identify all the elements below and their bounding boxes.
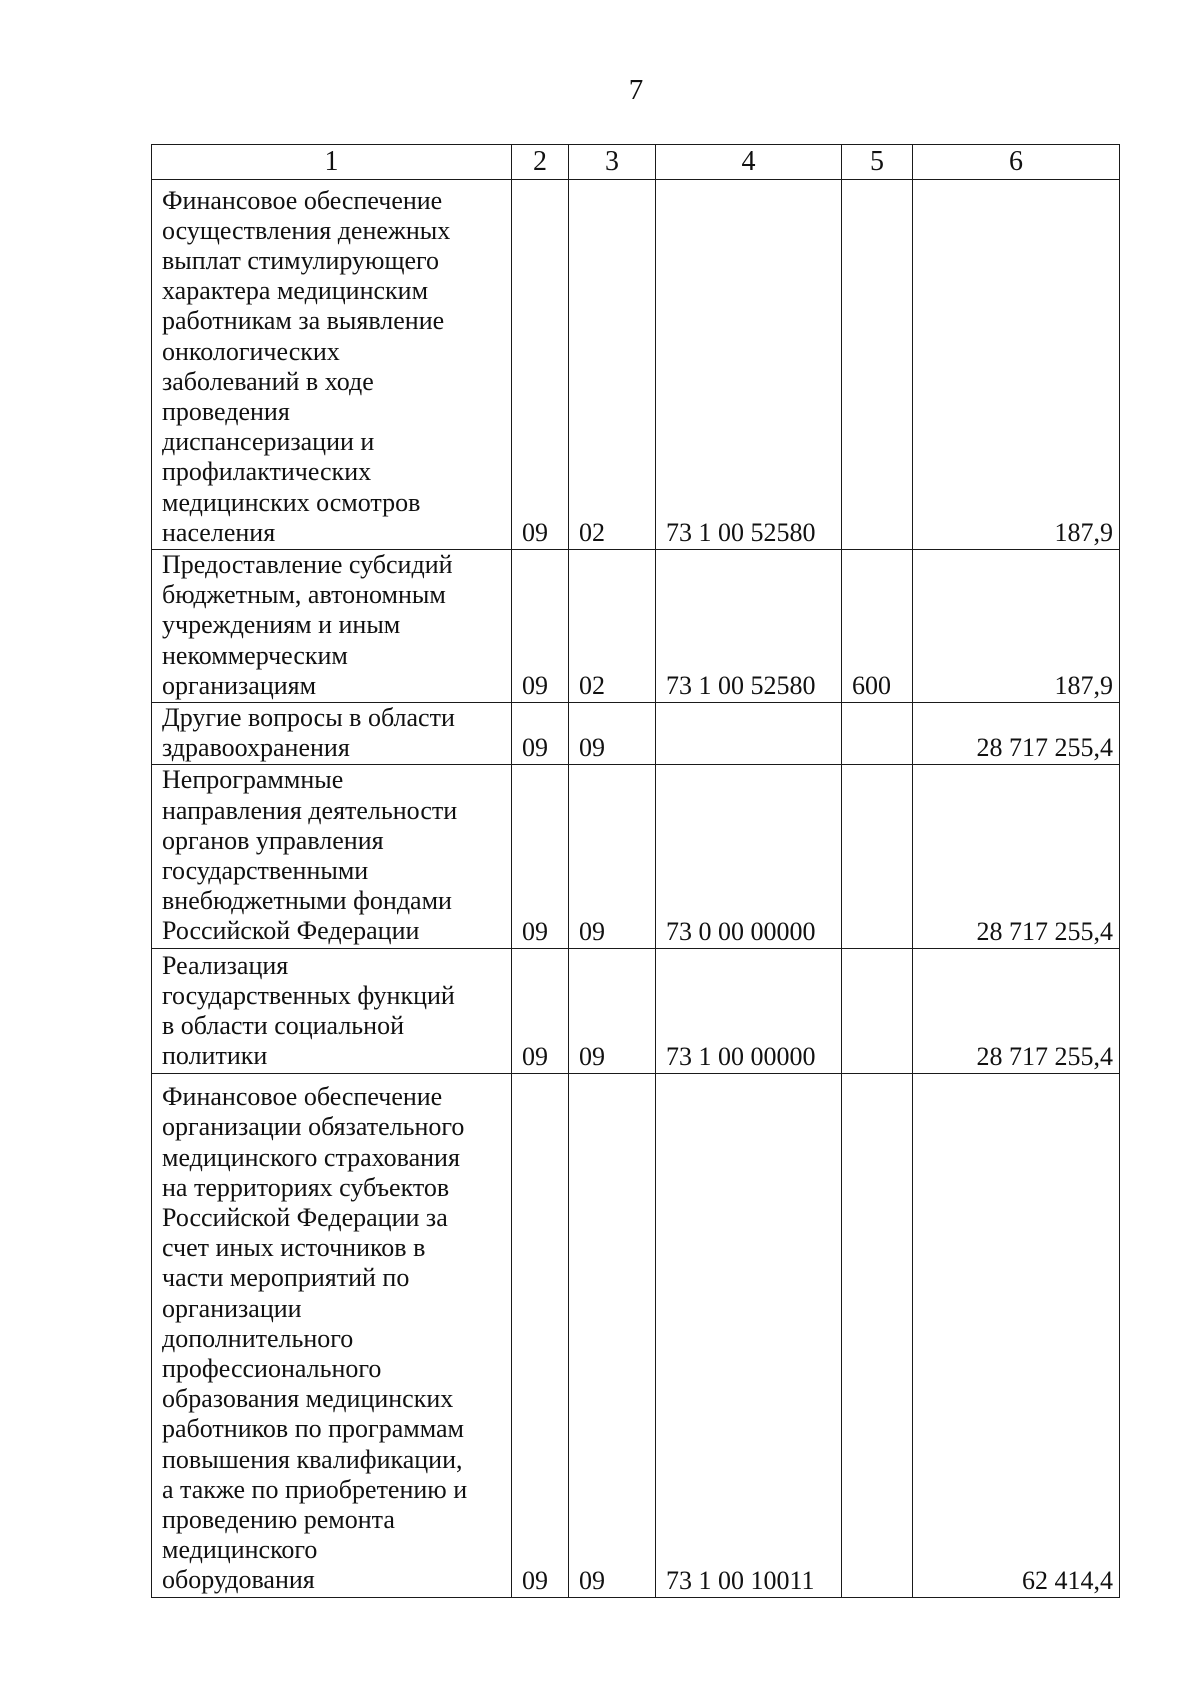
- table-row: [152, 765, 1120, 948]
- row-expense-type-code: 600: [842, 550, 913, 703]
- row-expense-type-code: [842, 703, 913, 765]
- row-section-code: 09: [512, 703, 569, 765]
- row-target-article-code: 73 1 00 52580: [656, 180, 842, 550]
- row-expense-type-code: [842, 180, 913, 550]
- row-subsection-code: 09: [569, 948, 656, 1073]
- row-amount: 28 717 255,4: [913, 948, 1120, 1073]
- row-amount: 62 414,4: [913, 1073, 1120, 1597]
- column-header-5: 5: [842, 145, 913, 180]
- row-expense-type-code: [842, 765, 913, 948]
- row-subsection-code: 09: [569, 703, 656, 765]
- table-row: [152, 703, 1120, 765]
- row-expense-type-code: [842, 948, 913, 1073]
- page-number: 7: [628, 74, 644, 106]
- row-description: Финансовое обеспечение организации обязательного медицинского страхования на территориях субъектов Российской Федерации за счет иных источников в части мероприятий по организации дополнительного профессионального образования медицинских работников по программам повышения квалификации, а также по приобретению и проведению ремонта медицинского оборудования: [152, 1073, 512, 1597]
- row-section-code: 09: [512, 180, 569, 550]
- row-target-article-code: [656, 703, 842, 765]
- budget-table: [151, 144, 1120, 1598]
- row-target-article-code: 73 1 00 52580: [656, 550, 842, 703]
- row-section-code: 09: [512, 1073, 569, 1597]
- row-section-code: 09: [512, 765, 569, 948]
- row-description: Предоставление субсидий бюджетным, автономным учреждениям и иным некоммерческим организациям: [152, 550, 512, 703]
- table-row: [152, 550, 1120, 703]
- table-row: [152, 180, 1120, 550]
- row-subsection-code: 02: [569, 550, 656, 703]
- column-header-4: 4: [656, 145, 842, 180]
- row-description: Финансовое обеспечение осуществления денежных выплат стимулирующего характера медицинским работникам за выявление онкологических заболеваний в ходе проведения диспансеризации и профилактических медицинских осмотров населения: [152, 180, 512, 550]
- row-expense-type-code: [842, 1073, 913, 1597]
- row-amount: 28 717 255,4: [913, 765, 1120, 948]
- row-description: Непрограммные направления деятельности органов управления государственными внебюджетными фондами Российской Федерации: [152, 765, 512, 948]
- row-target-article-code: 73 0 00 00000: [656, 765, 842, 948]
- row-subsection-code: 09: [569, 765, 656, 948]
- row-target-article-code: 73 1 00 10011: [656, 1073, 842, 1597]
- row-section-code: 09: [512, 948, 569, 1073]
- row-section-code: 09: [512, 550, 569, 703]
- row-description: Другие вопросы в области здравоохранения: [152, 703, 512, 765]
- column-header-6: 6: [913, 145, 1120, 180]
- table-row: [152, 948, 1120, 1073]
- row-amount: 187,9: [913, 550, 1120, 703]
- row-description: Реализация государственных функций в области социальной политики: [152, 948, 512, 1073]
- column-header-1: 1: [152, 145, 512, 180]
- column-header-3: 3: [569, 145, 656, 180]
- table-row: [152, 1073, 1120, 1597]
- row-amount: 28 717 255,4: [913, 703, 1120, 765]
- row-target-article-code: 73 1 00 00000: [656, 948, 842, 1073]
- row-subsection-code: 09: [569, 1073, 656, 1597]
- row-subsection-code: 02: [569, 180, 656, 550]
- row-amount: 187,9: [913, 180, 1120, 550]
- column-header-2: 2: [512, 145, 569, 180]
- table-header-row: [152, 145, 1120, 180]
